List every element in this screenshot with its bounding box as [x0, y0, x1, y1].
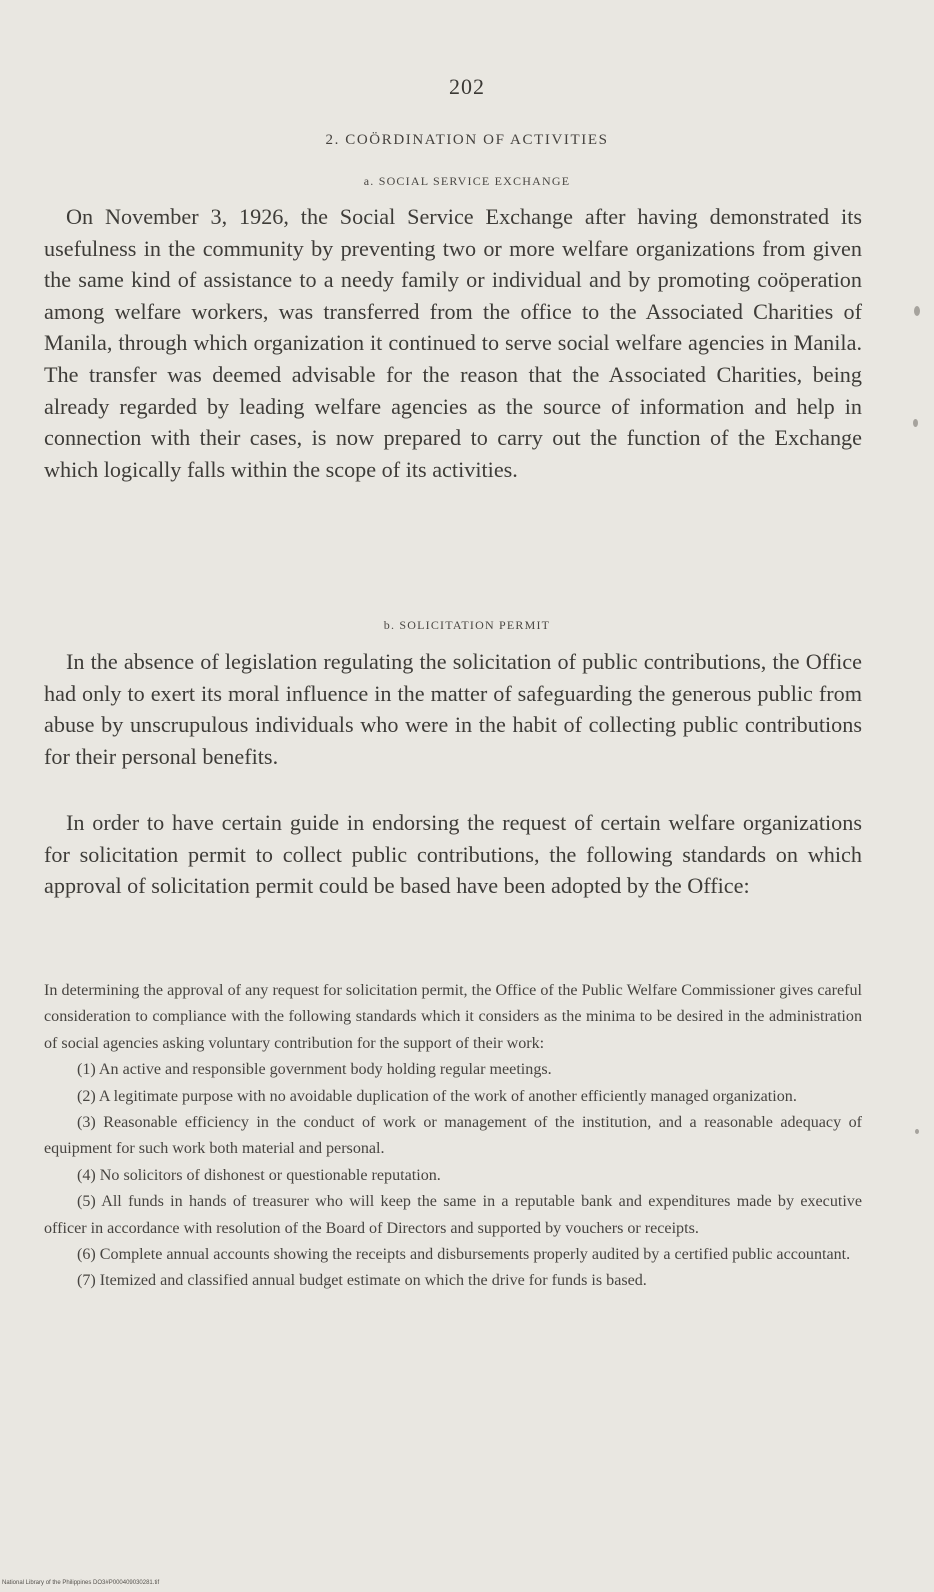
standard-item: (3) Reasonable efficiency in the conduct of work or management of the institution, and a reasonable adequacy of equipment for such work both material and personal. — [44, 1114, 862, 1158]
section-heading: 2. COÖRDINATION OF ACTIVITIES — [325, 132, 609, 148]
scan-smudge — [915, 1129, 919, 1134]
standard-item: (5) All funds in hands of treasurer who will keep the same in a reputable bank and expenditures made by executive officer in accordance with resolution of the Board of Directors and supported by vouchers or receipts. — [44, 1193, 862, 1237]
subheading-solicitation-permit: b. SOLICITATION PERMIT — [383, 618, 551, 632]
page-number: 202 — [449, 74, 485, 99]
standards-quote — [44, 978, 862, 1295]
standard-item: (2) A legitimate purpose with no avoidable duplication of the work of another efficiently managed organization. — [77, 1087, 797, 1105]
scan-footer: National Library of the Philippines DO3#P000409030281.tif — [2, 1580, 160, 1586]
standard-item: (6) Complete annual accounts showing the receipts and disbursements properly audited by a certified public accountant. — [77, 1246, 851, 1264]
paragraph-absence-of-legislation: In the absence of legislation regulating the solicitation of public contributions, the Office had only to exert its moral influence in the matter of safeguarding the generous public from abuse by unscrupulous individuals who were in the habit of collecting public contributions for their personal benefits. — [44, 649, 862, 769]
scan-smudge — [913, 419, 918, 427]
quote-intro: In determining the approval of any request for solicitation permit, the Office of the Public Welfare Commissioner gives careful consideration to compliance with the following standards which it considers as the minima to be desired in the administration of social agencies asking voluntary contribution for the support of their work: — [44, 982, 862, 1052]
standard-item: (4) No solicitors of dishonest or questionable reputation. — [77, 1166, 441, 1184]
paragraph-standards-adopted: In order to have certain guide in endorsing the request of certain welfare organizations for solicitation permit to collect public contributions, the following standards on which approval of solicitation permit could be based have been adopted by the Office: — [44, 810, 862, 899]
subheading-social-service-exchange: a. SOCIAL SERVICE EXCHANGE — [363, 174, 571, 188]
scan-smudge — [914, 306, 920, 316]
standard-item: (1) An active and responsible government body holding regular meetings. — [77, 1061, 552, 1079]
standard-item: (7) Itemized and classified annual budget estimate on which the drive for funds is based. — [77, 1272, 647, 1290]
paragraph-social-service-exchange: On November 3, 1926, the Social Service Exchange after having demonstrated its usefulness in the community by preventing two or more welfare organizations from given the same kind of assistance to a needy family or individual and by promoting coöperation among welfare workers, was transferred from the office to the Associated Charities of Manila, through which organization it continued to serve social welfare agencies in Manila. The transfer was deemed advisable for the reason that the Associated Charities, being already regarded by leading welfare agencies as the source of information and help in connection with their cases, is now prepared to carry out the function of the Exchange which logically falls within the scope of its activities. — [44, 204, 862, 482]
